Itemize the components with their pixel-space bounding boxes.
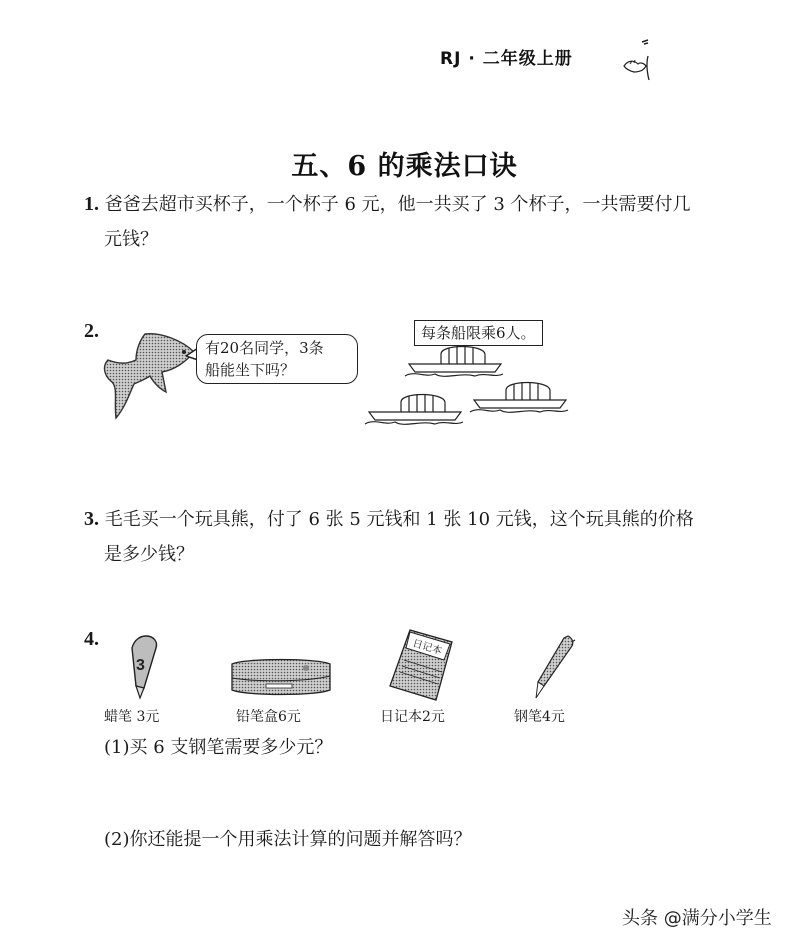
item-label-crayon: 蜡笔 3元 — [104, 709, 160, 725]
question-3-line-2: 是多少钱？ — [104, 544, 194, 565]
speech-bubble-line-1: 有20名同学，3条 — [205, 339, 324, 357]
boat-capacity-notice: 每条船限乘6人。 — [414, 320, 543, 346]
crayon-icon — [124, 634, 160, 700]
question-number: 2. — [84, 320, 99, 342]
book-tag: RJ · 二年级上册 — [440, 49, 573, 69]
boat-icon — [360, 340, 570, 430]
goldfish-icon — [100, 330, 200, 422]
diary-cover-text: 日记本 — [411, 638, 444, 658]
page-title: 五、6 的乘法口诀 — [291, 151, 518, 182]
question-1-line-2: 元钱？ — [104, 229, 158, 250]
sub-question-2: (2)你还能提一个用乘法计算的问题并解答吗？ — [104, 829, 472, 850]
item-label-diary: 日记本2元 — [380, 709, 445, 725]
question-number: 4. — [84, 628, 99, 650]
hand-drawing-icon — [620, 36, 650, 82]
question-number: 3. — [84, 508, 99, 530]
question-text: 毛毛买一个玩具熊，付了 6 张 5 元钱和 1 张 10 元钱，这个玩具熊的价格 — [104, 509, 694, 530]
question-text: 爸爸去超市买杯子，一个杯子 6 元，他一共买了 3 个杯子，一共需要付几 — [104, 194, 691, 215]
item-label-fountain-pen: 钢笔4元 — [514, 709, 565, 725]
watermark: 头条 @满分小学生 — [622, 908, 772, 929]
sub-question-1: (1)买 6 支钢笔需要多少元？ — [104, 737, 333, 758]
item-label-pencil-case: 铅笔盒6元 — [236, 709, 301, 725]
pencil-case-icon — [226, 656, 336, 700]
speech-bubble-line-2: 船能坐下吗？ — [205, 361, 296, 379]
diary-icon — [386, 628, 456, 702]
svg-text:3: 3 — [136, 657, 145, 674]
fountain-pen-icon — [528, 634, 576, 700]
question-number: 1. — [84, 193, 99, 215]
speech-bubble — [196, 334, 358, 384]
question-1-line-1 — [84, 186, 691, 223]
question-3-line-1 — [84, 501, 694, 538]
